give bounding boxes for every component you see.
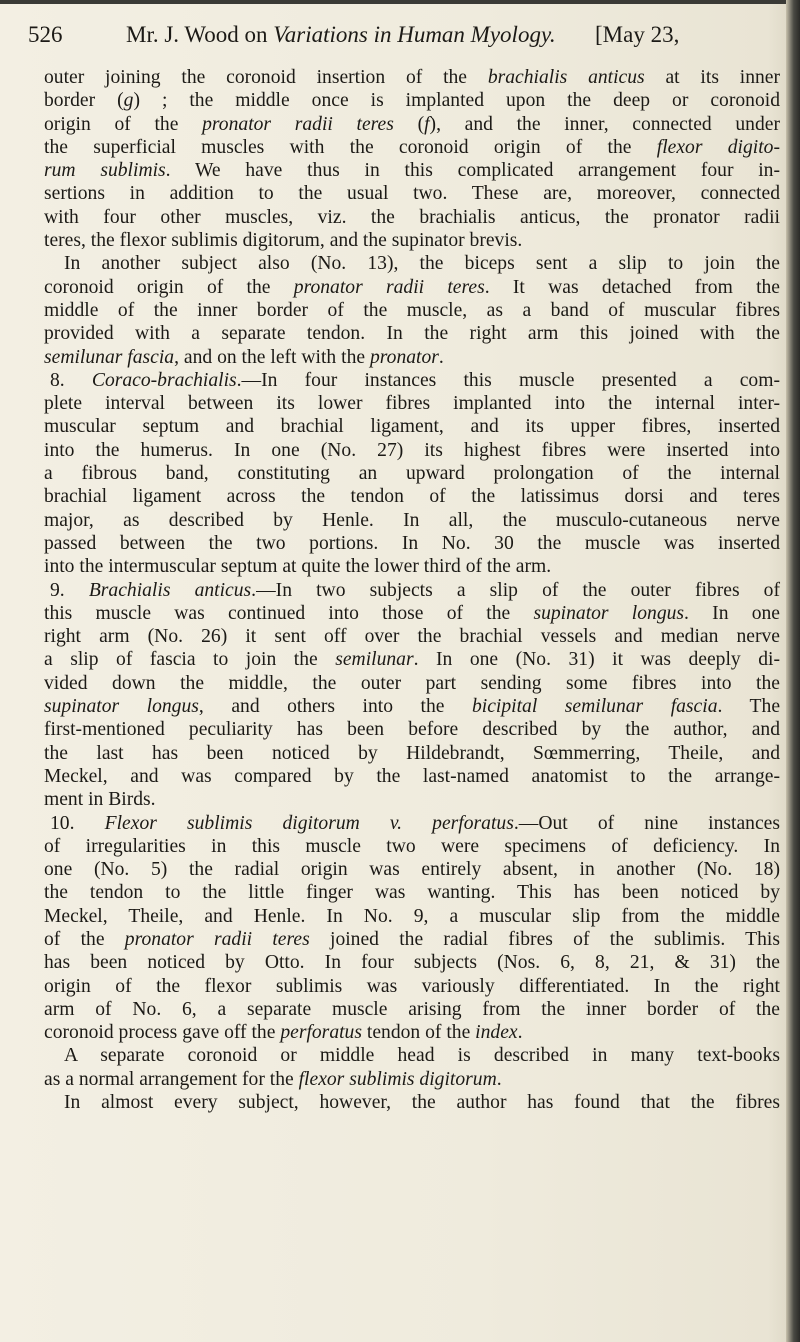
text-line: sertions in addition to the usual two. These are, moreover, connected [44, 183, 780, 205]
body-text [44, 66, 780, 1114]
text-line: arm of No. 6, a separate muscle arising from the inner border of the [44, 998, 780, 1020]
text-line: brachial ligament across the tendon of the latissimus dorsi and teres [44, 486, 780, 508]
text-line: has been noticed by Otto. In four subjects (Nos. 6, 8, 21, & 31) the [44, 952, 780, 974]
text-line: major, as described by Henle. In all, the musculo-cutaneous nerve [44, 509, 780, 531]
text-line: a fibrous band, constituting an upward prolongation of the internal [44, 463, 780, 485]
text-line: as a normal arrangement for the flexor sublimis digitorum. [44, 1068, 502, 1090]
text-line: coronoid process gave off the perforatus tendon of the index. [44, 1022, 523, 1044]
text-line: In another subject also (No. 13), the biceps sent a slip to join the [64, 253, 780, 275]
text-line: middle of the inner border of the muscle, as a band of muscular fibres [44, 299, 780, 321]
text-line: of irregularities in this muscle two were specimens of deficiency. In [44, 835, 780, 857]
text-line: plete interval between its lower fibres implanted into the internal inter- [44, 393, 780, 415]
text-line: semilunar fascia, and on the left with the pronator. [44, 346, 444, 368]
text-line: supinator longus, and others into the bicipital semilunar fascia. The [44, 696, 781, 718]
text-line: border (g) ; the middle once is implanted upon the deep or coronoid [44, 90, 780, 112]
text-line: of the pronator radii teres joined the radial fibres of the sublimis. This [44, 928, 780, 950]
top-rule [0, 0, 800, 4]
text-line: origin of the flexor sublimis was variously differentiated. In the right [44, 975, 780, 997]
text-line: Meckel, Theile, and Henle. In No. 9, a muscular slip from the middle [44, 905, 780, 927]
text-line: coronoid origin of the pronator radii teres. It was detached from the [44, 276, 781, 298]
text-line: origin of the pronator radii teres (f), and the inner, connected under [44, 113, 780, 135]
text-line: Meckel, and was compared by the last-named anatomist to the arrange- [44, 765, 780, 787]
text-line: outer joining the coronoid insertion of the brachialis anticus at its inner [44, 67, 781, 88]
text-line: first-mentioned peculiarity has been before described by the author, and [44, 719, 780, 741]
text-line: into the humerus. In one (No. 27) its highest fibres were inserted into [44, 439, 780, 461]
running-title: Mr. J. Wood on Variations in Human Myology. [126, 22, 556, 47]
text-line: this muscle was continued into those of the supinator longus. In one [44, 602, 781, 624]
text-line: provided with a separate tendon. In the right arm this joined with the [44, 323, 780, 345]
text-line: muscular septum and brachial ligament, and its upper fibres, inserted [44, 416, 780, 438]
text-line: rum sublimis. We have thus in this complicated arrangement four in- [44, 160, 780, 182]
text-line: A separate coronoid or middle head is described in many text-books [64, 1045, 780, 1067]
page-edge-shadow [786, 0, 800, 1342]
text-line: the superficial muscles with the coronoid origin of the flexor digito- [44, 136, 780, 158]
text-line: 8. Coraco-brachialis.—In four instances this muscle presented a com- [50, 369, 780, 391]
text-line: into the intermuscular septum at quite the lower third of the arm. [44, 556, 552, 578]
page-number: 526 [28, 22, 63, 47]
text-line: right arm (No. 26) it sent off over the brachial vessels and median nerve [44, 626, 780, 648]
text-line: the tendon to the little finger was wanting. This has been noticed by [44, 882, 780, 904]
text-line: teres, the flexor sublimis digitorum, and the supinator brevis. [44, 230, 523, 252]
text-line: passed between the two portions. In No. 30 the muscle was inserted [44, 532, 780, 554]
text-line: one (No. 5) the radial origin was entirely absent, in another (No. 18) [44, 859, 780, 881]
header-date: [May 23, [595, 22, 680, 47]
running-header [28, 18, 776, 52]
text-line: ment in Birds. [44, 789, 156, 811]
text-line: the last has been noticed by Hildebrandt, Sœmmerring, Theile, and [44, 742, 780, 764]
text-line: In almost every subject, however, the author has found that the fibres [64, 1092, 780, 1114]
text-line: 9. Brachialis anticus.—In two subjects a slip of the outer fibres of [50, 579, 781, 601]
text-line: 10. Flexor sublimis digitorum v. perforatus.—Out of nine instances [50, 812, 780, 834]
text-line: with four other muscles, viz. the brachialis anticus, the pronator radii [44, 206, 780, 228]
text-line: a slip of fascia to join the semilunar. In one (No. 31) it was deeply di- [44, 649, 780, 671]
text-line: vided down the middle, the outer part sending some fibres into the [44, 672, 780, 694]
